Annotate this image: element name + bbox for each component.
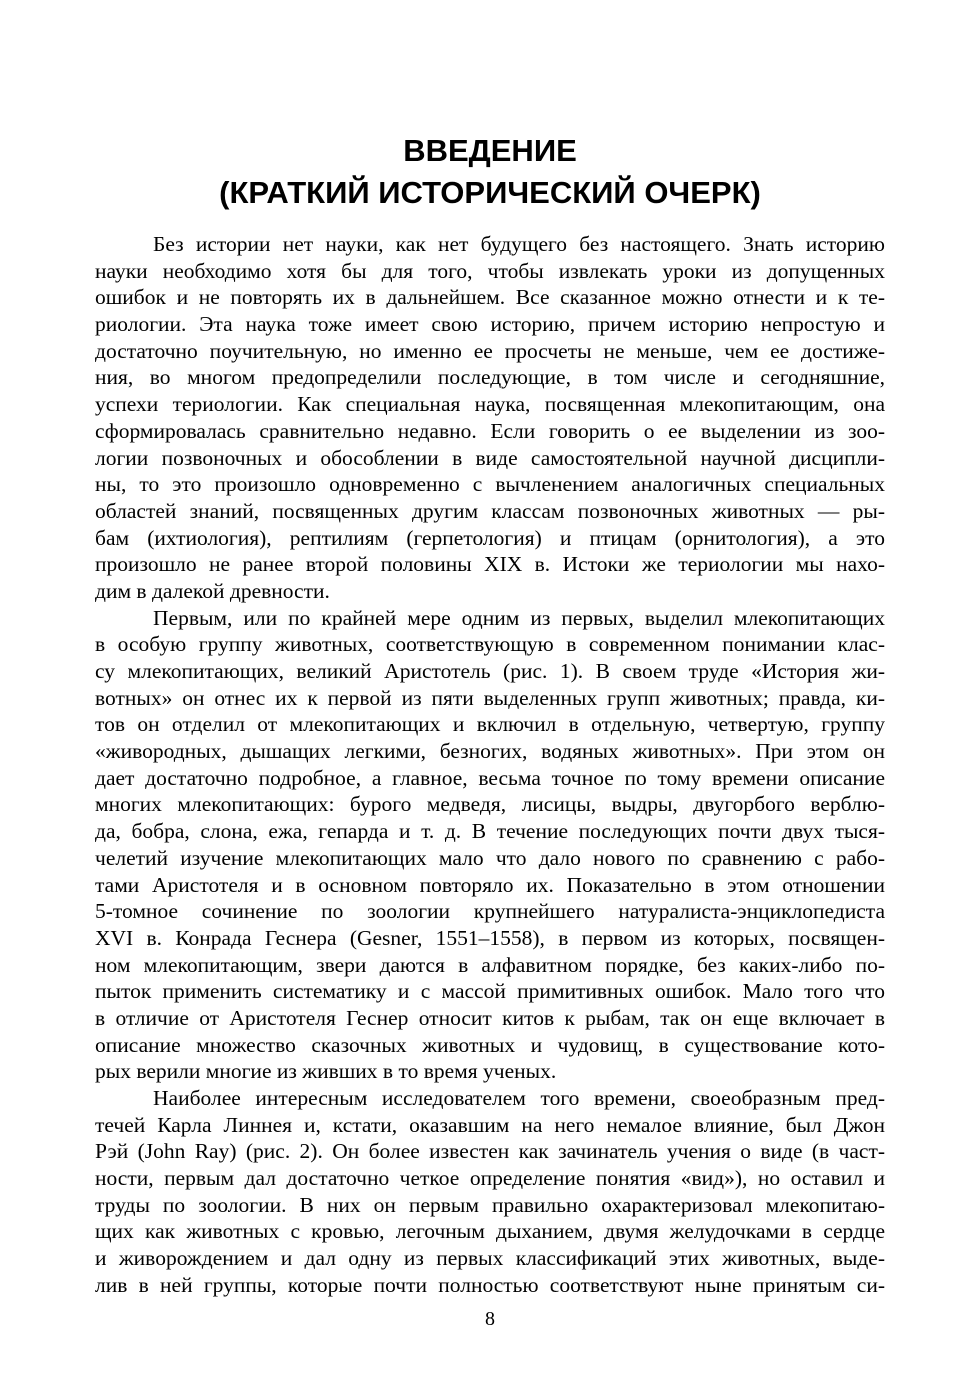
text-line: дим в далекой древности. [95,578,330,603]
text-line: пыток применить систематику и с массой примитивных ошибок. Мало того что [95,979,885,1004]
text-line: Первым, или по крайней мере одним из первых, выделил млекопитающих [153,605,885,630]
text-line: Без истории нет науки, как нет будущего без настоящего. Знать историю [153,232,885,256]
text-line: и живорождением и дал одну из первых классификаций этих животных, выде- [95,1246,885,1271]
text-line: в отличие от Аристотеля Геснер относит китов к рыбам, так он еще включает в [95,1005,885,1030]
text-line: ны, то это произошло одновременно с вычленением аналогичных специальных [95,472,885,497]
text-line: вотных» он отнес их к первой из пяти выделенных групп животных; правда, ки- [95,685,885,710]
text-line: областей знаний, посвященных другим классам позвоночных животных — ры- [95,498,885,523]
text-line: щих как животных с кровью, легочным дыханием, двумя желудочками в сердце [95,1219,885,1244]
text-line: многих млекопитающих: бурого медведя, лисицы, выдры, двугорбого верблю- [95,792,885,817]
text-line: Рэй (John Ray) (рис. 2). Он более известен как зачинатель учения о виде (в част- [95,1139,885,1164]
text-line: тов он отделил от млекопитающих и включил в отдельную, четвертую, группу [95,712,885,737]
text-line: описание множество сказочных животных и чудовищ, в существование кото- [95,1032,885,1057]
paragraph [95,231,885,605]
text-line: науки необходимо хотя бы для того, чтобы извлекать уроки из допущенных [95,258,885,283]
text-line: сформировалась сравнительно недавно. Если говорить о ее выделении из зоо- [95,418,885,443]
text-line: труды по зоологии. В них он первым правильно охарактеризовал млекопитаю- [95,1192,885,1217]
chapter-subtitle: (КРАТКИЙ ИСТОРИЧЕСКИЙ ОЧЕРК) [219,175,761,210]
text-line: XVI в. Конрада Геснера (Gesner, 1551–1558), в первом из которых, посвящен- [95,925,885,950]
text-line: ния, во многом предопределили последующие, в том числе и сегодняшние, [95,365,885,390]
text-line: су млекопитающих, великий Аристотель (рис. 1). В своем труде «История жи- [95,659,885,683]
text-line: тами Аристотеля и в основном повторяло их. Показательно в этом отношении [95,872,885,897]
text-line: «живородных, дышащих легкими, безногих, водяных животных». При этом он [95,739,885,764]
text-line: ном млекопитающим, звери даются в алфавитном порядке, без каких-либо по- [95,952,885,977]
text-line: да, бобра, слона, ежа, гепарда и т. д. В течение последующих почти двух тыся- [95,819,885,844]
text-line: риологии. Эта наука тоже имеет свою историю, причем историю непростую и [95,312,885,337]
text-line: течей Карла Линнея и, кстати, оказавшим на него немалое влияние, был Джон [95,1112,885,1137]
chapter-heading [95,130,885,214]
text-line: в особую группу животных, соответствующую в современном понимании клас- [95,632,885,657]
text-line: произошло не ранее второй половины XIX в. Истоки же териологии мы нахо- [95,552,885,577]
text-line: челетий изучение млекопитающих мало что дало нового по сравнению с рабо- [95,845,885,870]
paragraph [95,605,885,1085]
text-line: логии позвоночных и обособлении в виде самостоятельной научной дисципли- [95,445,885,470]
text-line: бам (ихтиология), рептилиям (герпетология) и птицам (орнитология), а это [95,525,885,550]
text-line: 5-томное сочинение по зоологии крупнейшего натуралиста-энциклопедиста [95,899,885,924]
page-number: 8 [485,1308,495,1330]
text-line: ности, первым дал достаточно четкое определение понятия «вид»), но оставил и [95,1166,885,1191]
body-text [95,231,885,1299]
paragraph [95,1085,885,1299]
text-line: ошибок и не повторять их в дальнейшем. Все сказанное можно отнести и к те- [95,285,885,310]
chapter-title: ВВЕДЕНИЕ [403,133,577,168]
text-line: Наиболее интересным исследователем того времени, своеобразным пред- [153,1086,885,1110]
text-line: лив в ней группы, которые почти полностью соответствуют ныне принятым си- [95,1272,885,1297]
text-line: рых верили многие из живших в то время ученых. [95,1059,557,1084]
text-line: достаточно поучительную, но именно ее просчеты не меньше, чем ее достиже- [95,338,885,363]
text-line: дает достаточно подробное, а главное, весьма точное по тому времени описание [95,765,885,790]
text-line: успехи териологии. Как специальная наука, посвященная млекопитающим, она [95,392,885,417]
